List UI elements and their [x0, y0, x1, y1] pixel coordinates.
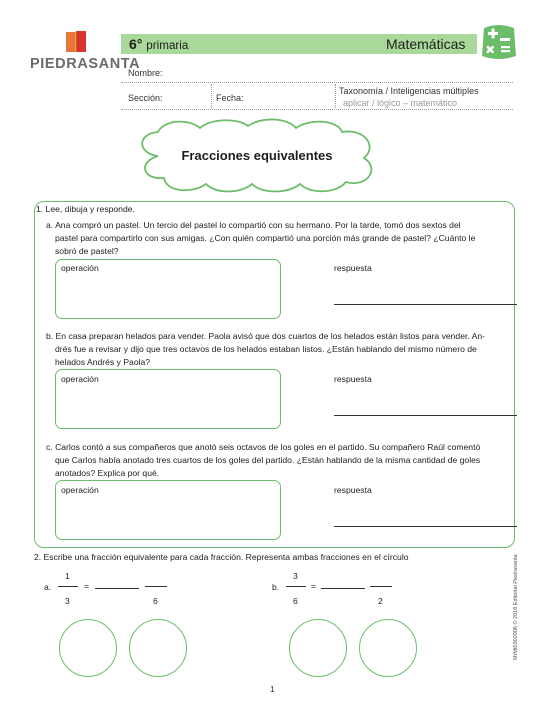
fraction-circle[interactable] — [59, 619, 117, 677]
fraction-circle[interactable] — [289, 619, 347, 677]
equals-sign: = — [84, 581, 90, 591]
name-line[interactable] — [121, 82, 513, 83]
problem-b-line3: helados Andrés y Paola? — [55, 357, 151, 367]
fraction-bar — [286, 586, 306, 587]
grade-number: 6° — [129, 36, 143, 52]
grade-word: primaria — [146, 39, 189, 52]
copyright-side-text: MrMt0302006 © 2018 Editorial Piedrasanta — [513, 554, 519, 660]
math-operations-icon — [480, 22, 518, 62]
answer-line-b[interactable] — [334, 415, 517, 416]
grade-label — [129, 36, 188, 52]
answer-label-a: respuesta — [334, 263, 372, 273]
problem-a-line3: sobró de pastel? — [55, 246, 119, 256]
taxonomy-value: aplicar / lógico – matemático — [343, 98, 458, 108]
fraction-bar — [370, 586, 392, 587]
fraction-bar — [58, 586, 78, 587]
subject-label: Matemáticas — [386, 36, 466, 52]
answer-line-c[interactable] — [334, 526, 517, 527]
problem-a-line2: pastel para compartirlo con sus amigas. ¿Con quién compartió una porción más grande de pastel? ¿Cuánto le — [55, 233, 476, 243]
fraction-a-label: a. — [44, 582, 52, 592]
blank-numerator-b[interactable] — [321, 588, 365, 589]
exercise-2-heading: 2. Escribe una fracción equivalente para cada fracción. Representa ambas fracciones en el círculo — [34, 552, 409, 562]
fraction-b-label: b. — [272, 582, 280, 592]
operation-label-b: operación — [61, 374, 99, 384]
fraction-a-target-denominator: 6 — [153, 596, 158, 606]
field-divider — [335, 84, 336, 108]
section-label: Sección: — [128, 93, 163, 103]
problem-b-line1: b. En casa preparan helados para vender. Paola avisó que dos cuartos de los helados están listos para vender. An- — [46, 331, 486, 341]
fraction-b-numerator: 3 — [293, 571, 298, 581]
page-number: 1 — [270, 685, 275, 694]
fraction-b-denominator: 6 — [293, 596, 298, 606]
problem-c-line2: que Carlos había anotado tres cuartos de los goles del partido. ¿Están hablando de la misma cantidad de goles — [55, 455, 481, 465]
exercise-1-heading: 1. Lee, dibuja y responde. — [36, 204, 135, 214]
book-logo-icon — [64, 30, 88, 54]
page-title: Fracciones equivalentes — [181, 148, 333, 163]
problem-b-line2: drés fue a revisar y dijo que tres octavos de los helados estaban listos. ¿Están hablando del mismo número de — [55, 344, 477, 354]
problem-c-line3: anotados? Explica por qué. — [55, 468, 160, 478]
fraction-a-numerator: 1 — [65, 571, 70, 581]
date-label: Fecha: — [216, 93, 244, 103]
taxonomy-label: Taxonomía / Inteligencias múltiples — [339, 86, 479, 96]
problem-c-line1: c. Carlos contó a sus compañeros que anotó seis octavos de los goles en el partido. Su compañero Raúl comentó — [46, 442, 481, 452]
operation-label-a: operación — [61, 263, 99, 273]
section-line — [121, 109, 513, 110]
blank-numerator-a[interactable] — [95, 588, 139, 589]
publisher-logo: PIEDRASANTA — [30, 56, 141, 72]
fraction-circle[interactable] — [359, 619, 417, 677]
fraction-bar — [145, 586, 167, 587]
answer-label-b: respuesta — [334, 374, 372, 384]
field-divider — [211, 84, 212, 108]
problem-a-line1: a. Ana compró un pastel. Un tercio del pastel lo compartió con su hermano. Por la tarde, tomó dos sextos del — [46, 220, 461, 230]
fraction-b-target-denominator: 2 — [378, 596, 383, 606]
fraction-circle[interactable] — [129, 619, 187, 677]
fraction-a-denominator: 3 — [65, 596, 70, 606]
equals-sign: = — [311, 581, 317, 591]
name-label: Nombre: — [128, 68, 163, 78]
answer-line-a[interactable] — [334, 304, 517, 305]
answer-label-c: respuesta — [334, 485, 372, 495]
operation-label-c: operación — [61, 485, 99, 495]
